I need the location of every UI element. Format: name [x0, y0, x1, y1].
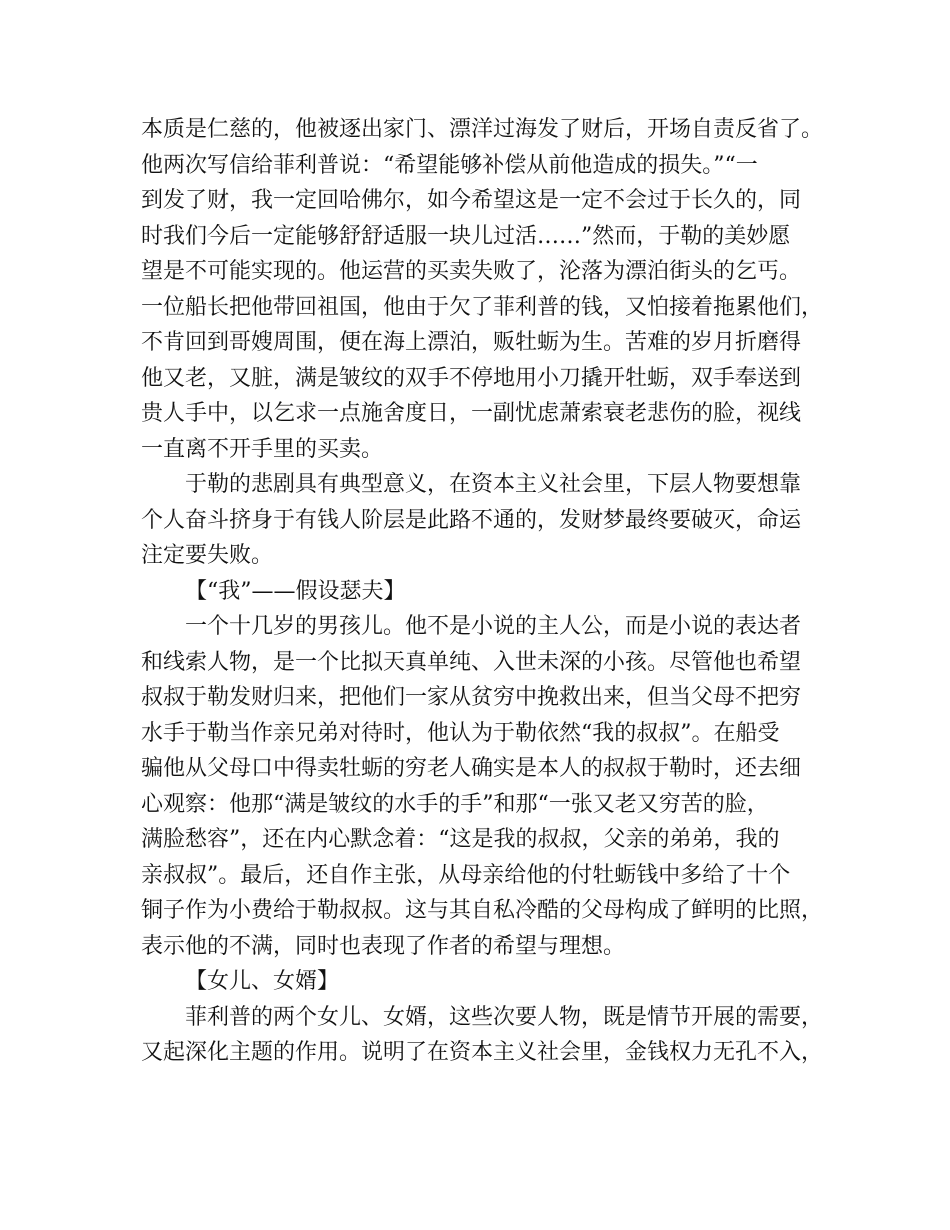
text-line-24: 表示他的不满，同时也表现了作者的希望与理想。 [141, 933, 626, 959]
text-line-5: 望是不可能实现的。他运营的买卖失败了，沦落为漂泊街头的乞丐。 [141, 259, 802, 284]
text-line-18: 水手于勒当作亲兄弟对待时，他认为于勒依然“我的叔叔”。在船受 [141, 720, 780, 746]
paragraph-start-line: 于勒的悲剧具有典型意义，在资本主义社会里，下层人物要想靠 [185, 472, 802, 497]
text-line-2: 他两次写信给菲利普说：“希望能够补偿从前他造成的损失。”“一 [141, 152, 758, 178]
text-line-6: 一位船长把他带回祖国，他由于欠了菲利普的钱，又怕接着拖累他们， [141, 294, 824, 320]
section-heading-narrator: 【“我”——假设瑟夫】 [185, 578, 406, 604]
text-line-20: 心观察：他那“满是皱纹的水手的手”和那“一张又老又穷苦的脸， [141, 791, 769, 817]
text-line-12: 个人奋斗挤身于有钱人阶层是此路不通的，发财梦最终要破灭，命运 [141, 507, 802, 533]
text-line-8: 他又老，又脏，满是皱纹的双手不停地用小刀撬开牡蛎，双手奉送到 [141, 365, 802, 391]
text-line-16: 和线索人物，是一个比拟天真单纯、入世未深的小孩。尽管他也希望 [141, 649, 802, 675]
text-line-3: 到发了财，我一定回哈佛尔，如今希望这是一定不会过于长久的，同 [141, 188, 802, 213]
text-line-17: 叔叔于勒发财归来，把他们一家从贫穷中挽救出来，但当父母不把穷 [141, 685, 802, 710]
text-line-9: 贵人手中，以乞求一点施舍度日，一副忧虑萧索衰老悲伤的脸，视线 [141, 401, 802, 426]
text-line-10: 一直离不开手里的买卖。 [141, 436, 384, 462]
text-line-7: 不肯回到哥嫂周围，便在海上漂泊，贩牡蛎为生。苦难的岁月折磨得 [141, 330, 802, 355]
text-line-21: 满脸愁容”，还在内心默念着：“这是我的叔叔，父亲的弟弟，我的 [141, 827, 780, 852]
text-line-27: 又起深化主题的作用。说明了在资本主义社会里，金钱权力无孔不入， [141, 1040, 824, 1065]
text-line-22: 亲叔叔”。最后，还自作主张，从母亲给他的付牡蛎钱中多给了十个 [141, 862, 791, 888]
text-line-13: 注定要失败。 [141, 543, 274, 568]
section-heading-daughters: 【女儿、女婿】 [185, 969, 340, 994]
text-line-19: 骗他从父母口中得卖牡蛎的穷老人确实是本人的叔叔于勒时，还去细 [141, 756, 802, 781]
paragraph-start-line: 菲利普的两个女儿、女婿，这些次要人物，既是情节开展的需要， [185, 1004, 824, 1030]
document-body [141, 112, 831, 1071]
paragraph-start-line: 一个十几岁的男孩儿。他不是小说的主人公，而是小说的表达者 [185, 614, 802, 639]
text-line-23: 铜子作为小费给于勒叔叔。这与其自私冷酷的父母构成了鲜明的比照， [141, 898, 824, 923]
text-line-1: 本质是仁慈的，他被逐出家门、漂洋过海发了财后，开场自责反省了。 [141, 117, 824, 142]
text-line-4: 时我们今后一定能够舒舒适服一块儿过活……”然而，于勒的美妙愿 [141, 223, 791, 249]
